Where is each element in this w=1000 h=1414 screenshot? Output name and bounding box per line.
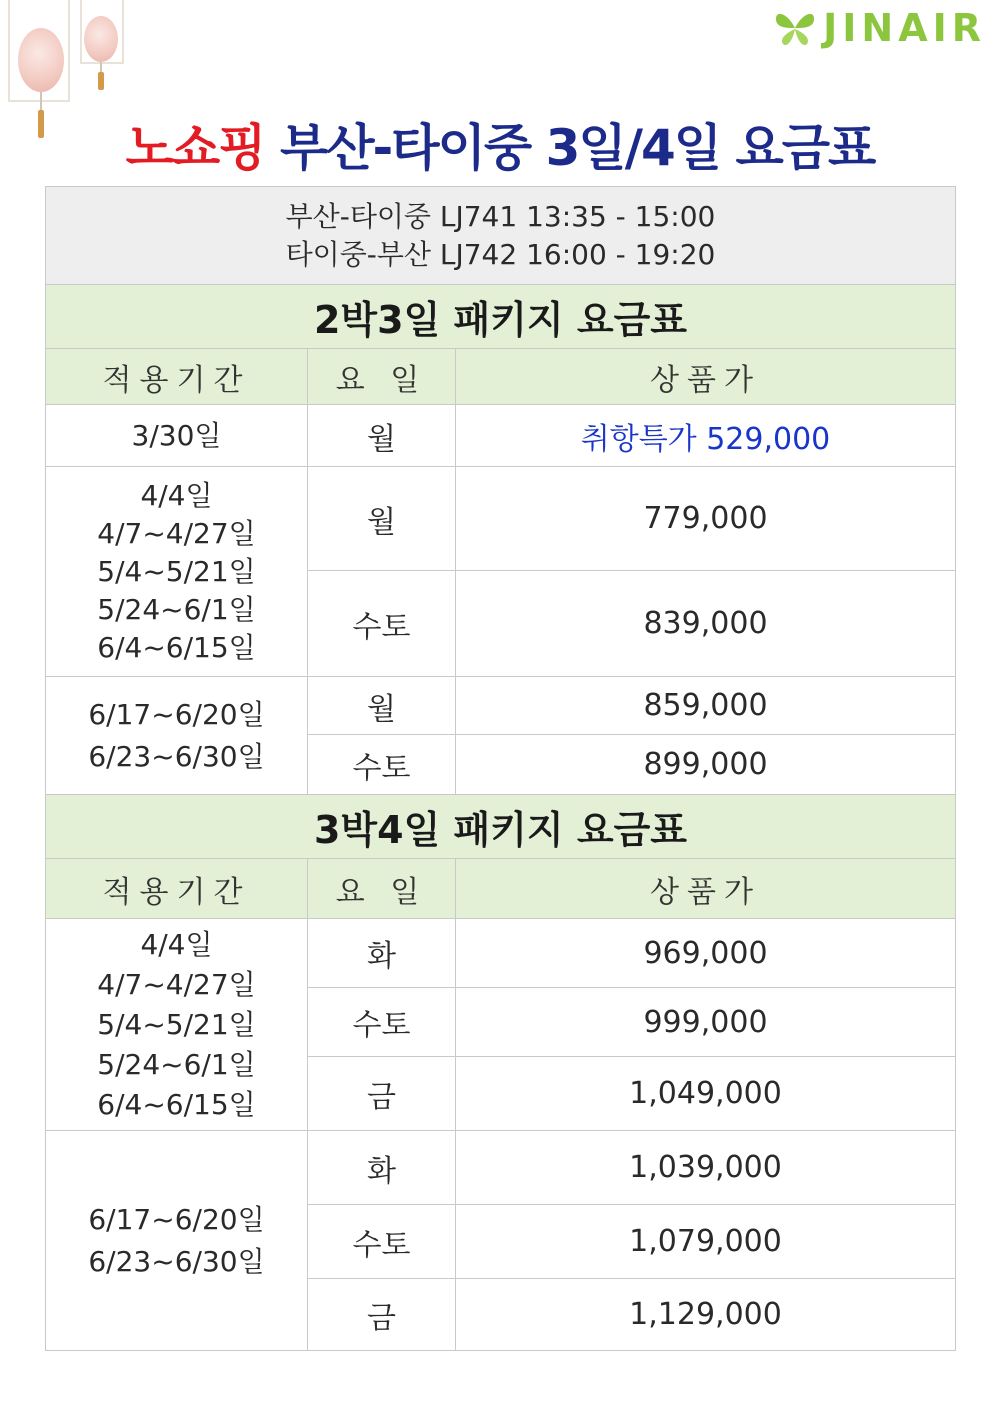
day-cell: 수토: [308, 571, 456, 677]
day-cell: 금: [308, 1279, 456, 1351]
section-title-4day: 3박4일 패키지 요금표: [46, 795, 956, 859]
section-title-3day: 2박3일 패키지 요금표: [46, 285, 956, 349]
day-cell: 화: [308, 919, 456, 988]
day-cell: 수토: [308, 1205, 456, 1279]
period-cell: 6/17~6/20일 6/23~6/30일: [46, 1131, 308, 1351]
column-header-day: 요 일: [308, 859, 456, 919]
day-cell: 금: [308, 1057, 456, 1131]
price-cell: 1,129,000: [456, 1279, 956, 1351]
price-cell: 1,049,000: [456, 1057, 956, 1131]
period-cell: 3/30일: [46, 405, 308, 467]
day-cell: 화: [308, 1131, 456, 1205]
flight-schedule: [46, 187, 956, 285]
column-header-period: 적용기간: [46, 859, 308, 919]
jinair-logo: [773, 6, 986, 50]
period-cell: 4/4일 4/7~4/27일 5/4~5/21일 5/24~6/1일 6/4~6/15일: [46, 467, 308, 677]
price-cell: 859,000: [456, 677, 956, 735]
inbound-flight: 타이중-부산 LJ742 16:00 - 19:20: [285, 237, 716, 271]
price-cell-special: 취항특가 529,000: [456, 405, 956, 467]
title-route: 부산-타이중 3일/4일 요금표: [279, 119, 875, 177]
period-cell: 4/4일 4/7~4/27일 5/4~5/21일 5/24~6/1일 6/4~6/15일: [46, 919, 308, 1131]
price-cell: 899,000: [456, 735, 956, 795]
outbound-flight: 부산-타이중 LJ741 13:35 - 15:00: [285, 199, 716, 233]
day-cell: 월: [308, 677, 456, 735]
column-header-price: 상품가: [456, 859, 956, 919]
page-title: [0, 108, 1000, 180]
price-cell: 779,000: [456, 467, 956, 571]
price-cell: 1,079,000: [456, 1205, 956, 1279]
price-cell: 1,039,000: [456, 1131, 956, 1205]
day-cell: 월: [308, 467, 456, 571]
price-cell: 999,000: [456, 988, 956, 1057]
fare-table: [45, 186, 956, 1351]
title-no-shopping: 노쇼핑: [125, 119, 265, 177]
day-cell: 월: [308, 405, 456, 467]
column-header-day: 요 일: [308, 349, 456, 405]
day-cell: 수토: [308, 735, 456, 795]
column-header-price: 상품가: [456, 349, 956, 405]
column-header-period: 적용기간: [46, 349, 308, 405]
price-cell: 839,000: [456, 571, 956, 677]
price-cell: 969,000: [456, 919, 956, 988]
butterfly-icon: [773, 8, 817, 48]
day-cell: 수토: [308, 988, 456, 1057]
period-cell: 6/17~6/20일 6/23~6/30일: [46, 677, 308, 795]
brand-name: JINAIR: [823, 6, 986, 50]
